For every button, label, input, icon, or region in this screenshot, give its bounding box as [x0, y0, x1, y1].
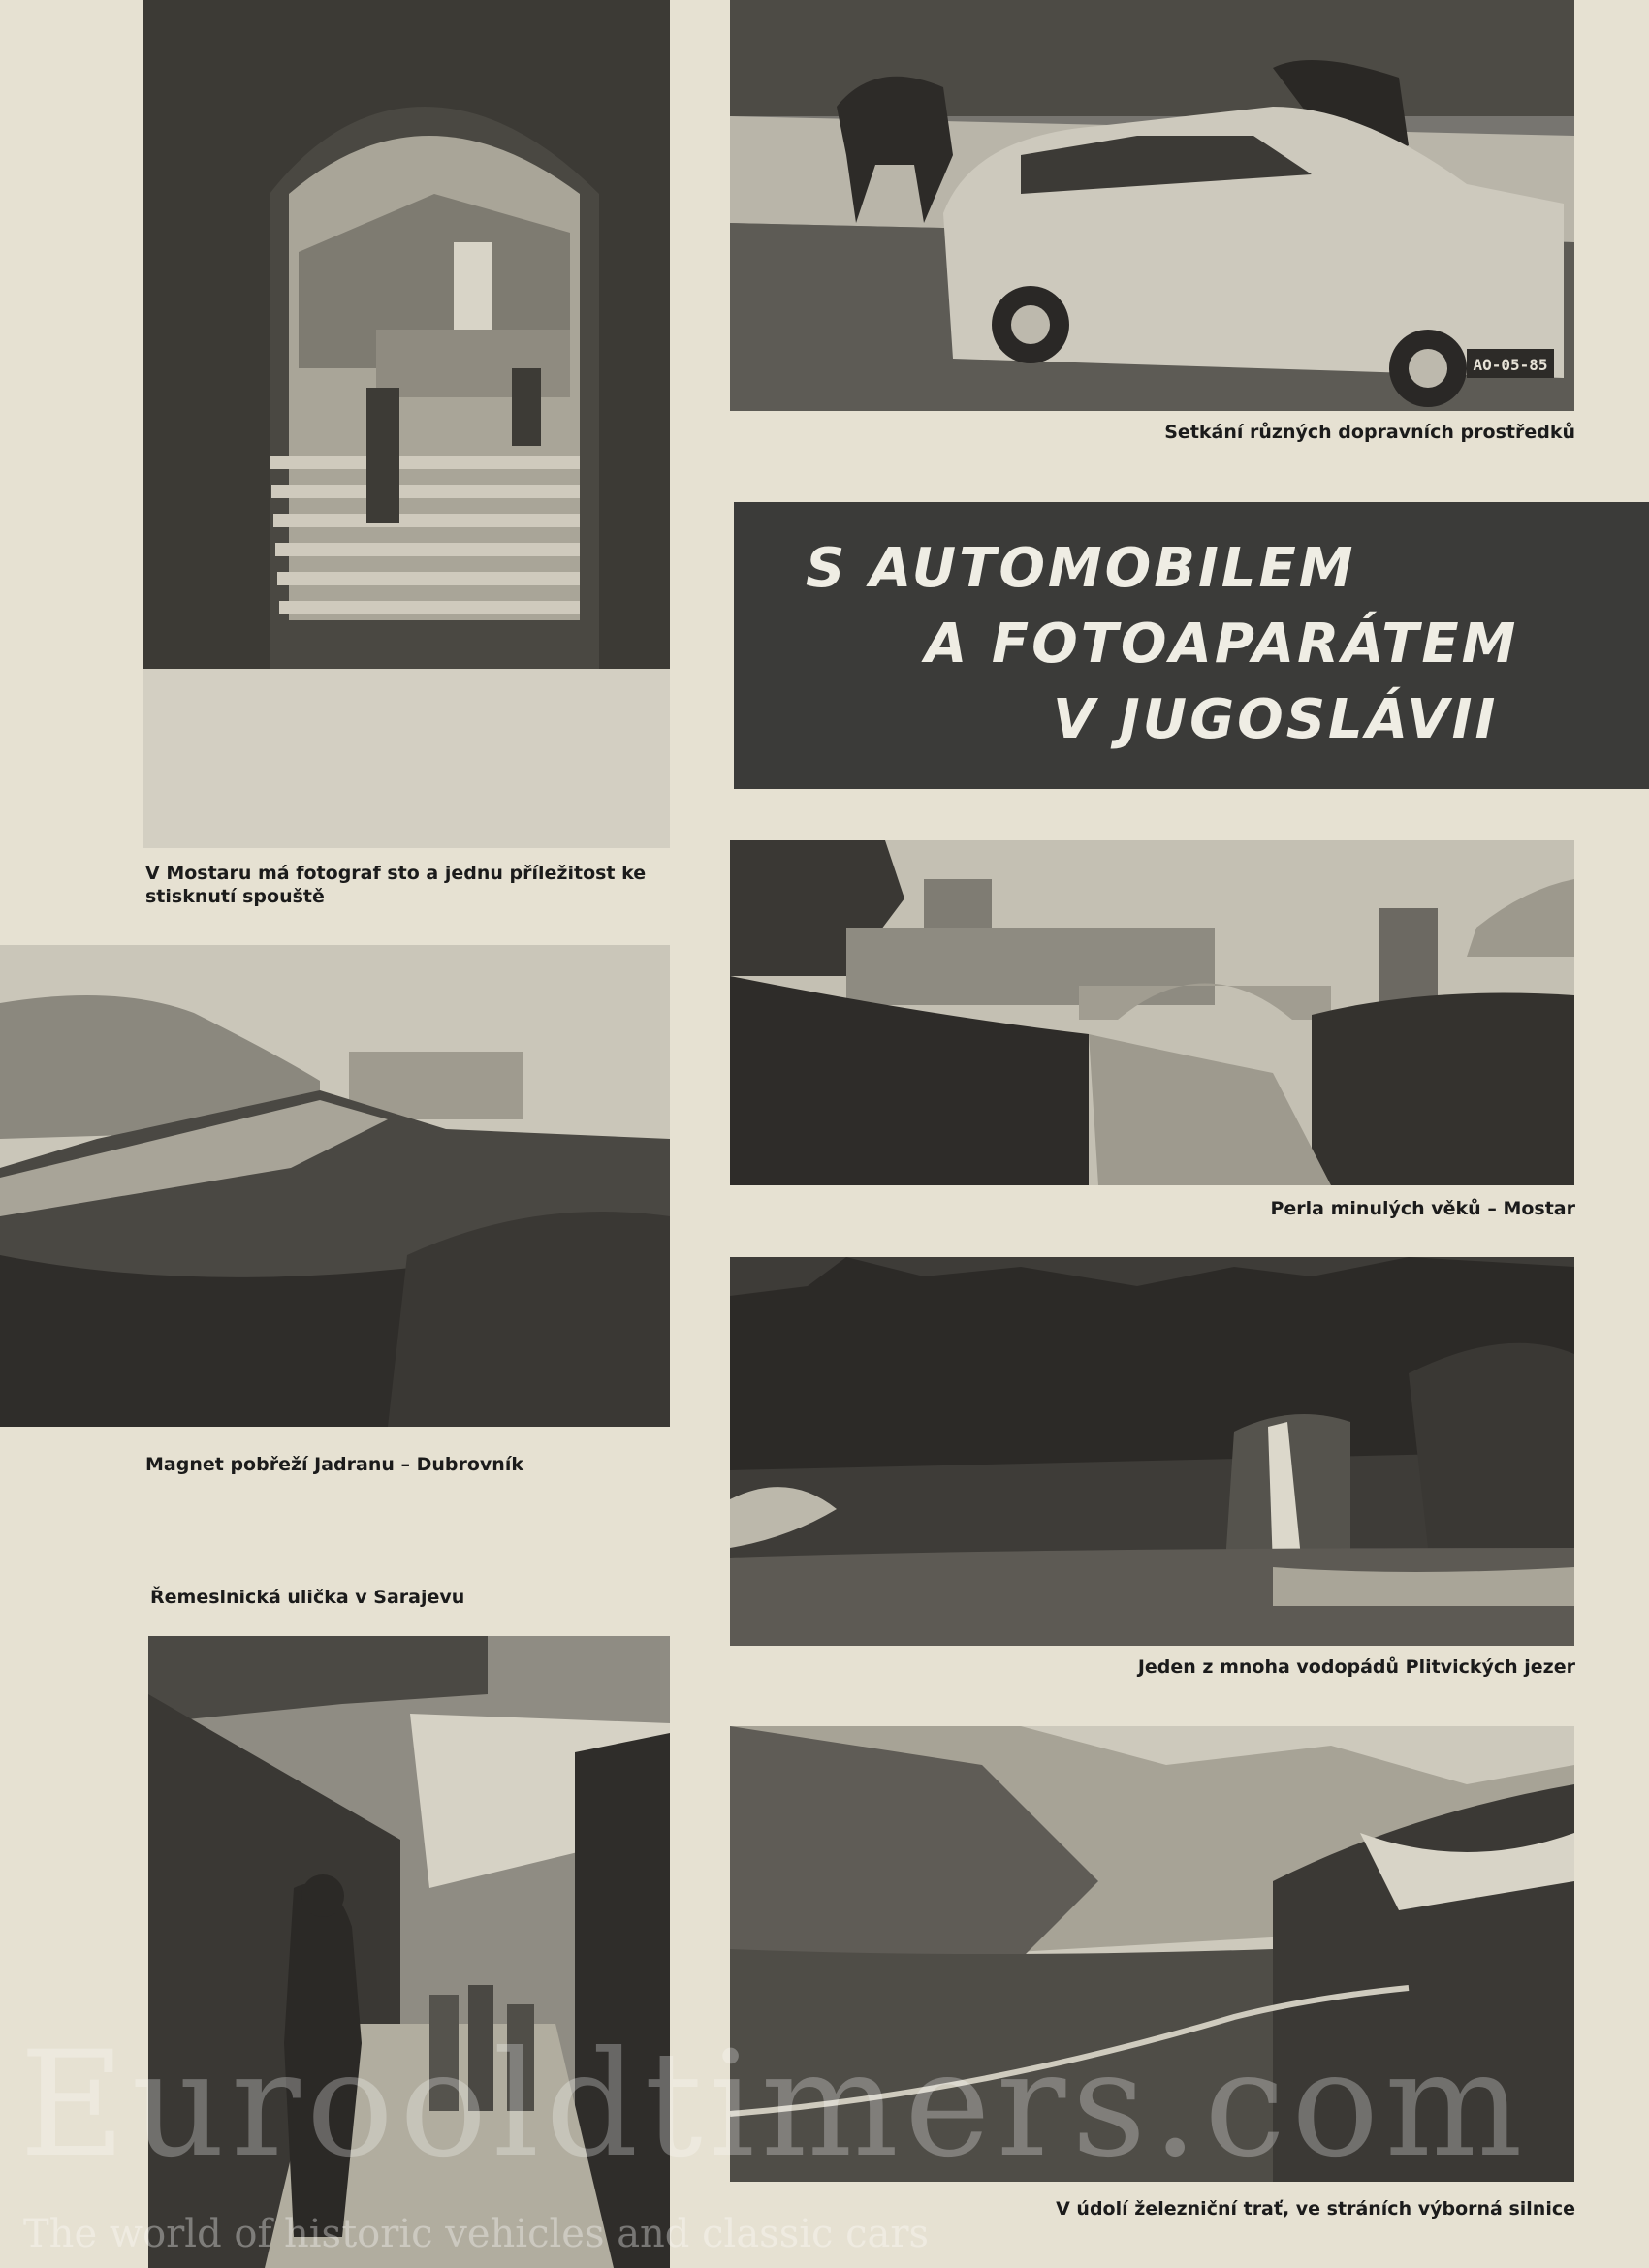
- caption-valley: V údolí železniční trať, ve stráních výborná silnice: [1056, 2198, 1575, 2220]
- caption-mostar-gate: V Mostaru má fotograf sto a jednu příležitost ke stisknutí spouště: [145, 863, 647, 907]
- caption-sarajevo: Řemeslnická ulička v Sarajevu: [150, 1587, 465, 1608]
- photo-mostar-gate: [143, 0, 670, 848]
- title-line-1: S AUTOMOBILEM: [806, 537, 1356, 600]
- article-title: [734, 502, 1649, 789]
- photo-dubrovnik: [0, 945, 670, 1427]
- caption-plitvice: Jeden z mnoha vodopádů Plitvických jezer: [1137, 1656, 1575, 1678]
- title-line-3: V JUGOSLÁVII: [1053, 688, 1499, 751]
- watermark-tagline: The world of historic vehicles and classic cars: [23, 2212, 930, 2256]
- photo-mostar-bridge: [730, 840, 1574, 1185]
- photo-plitvice: [730, 1257, 1574, 1646]
- title-line-2: A FOTOAPARÁTEM: [925, 613, 1519, 676]
- car-plate: AO-05-85: [1473, 356, 1548, 374]
- caption-car-horses: Setkání různých dopravních prostředků: [1164, 422, 1575, 443]
- watermark-logo: Eurooldtimers.com: [19, 2021, 1529, 2189]
- caption-dubrovnik: Magnet pobřeží Jadranu – Dubrovník: [145, 1454, 523, 1475]
- photo-car-horses: [730, 0, 1574, 411]
- caption-mostar-bridge: Perla minulých věků – Mostar: [1270, 1198, 1575, 1219]
